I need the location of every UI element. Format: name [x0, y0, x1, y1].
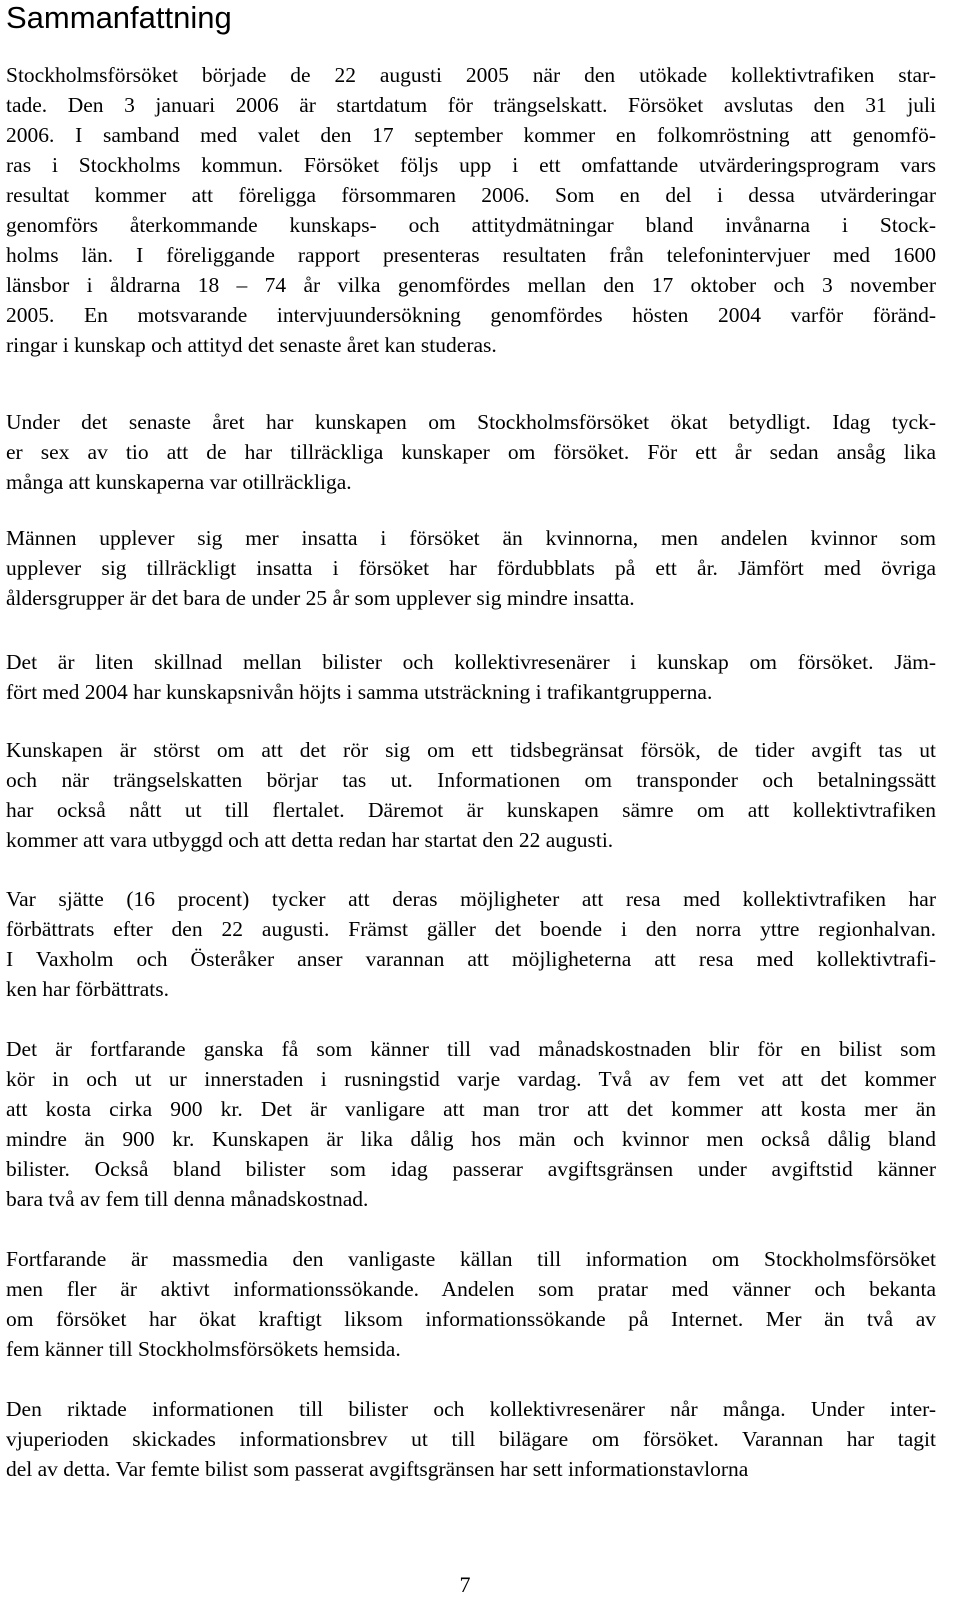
text-line: ken har förbättrats.	[6, 977, 169, 1001]
page-title: Sammanfattning	[6, 0, 232, 35]
text-line: Männen upplever sig mer insatta i försöket än kvinnorna, men andelen kvinnor som	[6, 526, 936, 550]
text-line: fem känner till Stockholmsförsökets hemsida.	[6, 1337, 401, 1361]
text-line: att kosta cirka 900 kr. Det är vanligare att man tror att det kommer att kosta mer än	[6, 1097, 936, 1121]
text-line: har också nått ut till flertalet. Däremot är kunskapen sämre om att kollektivtrafiken	[6, 798, 936, 822]
text-line: tade. Den 3 januari 2006 är startdatum för trängselskatt. Försöket avslutas den 31 juli	[6, 93, 936, 117]
text-line: genomförs återkommande kunskaps- och attitydmätningar bland invånarna i Stock-	[6, 213, 936, 237]
paragraph	[6, 60, 936, 360]
text-line: Stockholmsförsöket började de 22 augusti 2005 när den utökade kollektivtrafiken star-	[6, 63, 936, 87]
text-line: Var sjätte (16 procent) tycker att deras möjligheter att resa med kollektivtrafiken har	[6, 887, 936, 911]
paragraph	[6, 523, 936, 613]
text-line: om försöket har ökat kraftigt liksom informationssökande på Internet. Mer än två av	[6, 1307, 936, 1331]
text-line: kör in och ut ur innerstaden i rusningstid varje vardag. Två av fem vet att det kommer	[6, 1067, 936, 1091]
text-line: mindre än 900 kr. Kunskapen är lika dålig hos män och kvinnor men också dålig bland	[6, 1127, 936, 1151]
paragraph	[6, 1394, 936, 1484]
text-line: Det är fortfarande ganska få som känner till vad månadskostnaden blir för en bilist som	[6, 1037, 936, 1061]
text-line: ringar i kunskap och attityd det senaste året kan studeras.	[6, 333, 497, 357]
paragraph	[6, 735, 936, 855]
text-line: resultat kommer att föreligga försommaren 2006. Som en del i dessa utvärderingar	[6, 183, 936, 207]
page-number: 7	[459, 1572, 471, 1597]
text-line: 2006. I samband med valet den 17 september kommer en folkomröstning att genomfö-	[6, 123, 936, 147]
text-line: Det är liten skillnad mellan bilister och kollektivresenärer i kunskap om försöket. Jäm-	[6, 650, 936, 674]
text-line: kommer att vara utbyggd och att detta redan har startat den 22 augusti.	[6, 828, 614, 852]
text-line: åldersgrupper är det bara de under 25 år som upplever sig mindre insatta.	[6, 586, 635, 610]
text-line: länsbor i åldrarna 18 – 74 år vilka genomfördes mellan den 17 oktober och 3 november	[6, 273, 936, 297]
text-line: bara två av fem till denna månadskostnad.	[6, 1187, 369, 1211]
text-line: upplever sig tillräckligt insatta i försöket har fördubblats på ett år. Jämfört med övriga	[6, 556, 936, 580]
text-line: Kunskapen är störst om att det rör sig om ett tidsbegränsat försök, de tider avgift tas ut	[6, 738, 936, 762]
text-line: förbättrats efter den 22 augusti. Främst gäller det boende i den norra yttre regionhalvan.	[6, 917, 936, 941]
text-line: men fler är aktivt informationssökande. Andelen som pratar med vänner och bekanta	[6, 1277, 936, 1301]
paragraph	[6, 407, 936, 497]
text-line: Den riktade informationen till bilister och kollektivresenärer når många. Under inter-	[6, 1397, 936, 1421]
text-line: Fortfarande är massmedia den vanligaste källan till information om Stockholmsförsöket	[6, 1247, 936, 1271]
text-line: holms län. I föreliggande rapport presenteras resultaten från telefonintervjuer med 1600	[6, 243, 936, 267]
text-line: och när trängselskatten börjar tas ut. Informationen om transponder och betalningssätt	[6, 768, 936, 792]
text-line: 2005. En motsvarande intervjuundersökning genomfördes hösten 2004 varför föränd-	[6, 303, 936, 327]
text-line: bilister. Också bland bilister som idag passerar avgiftsgränsen under avgiftstid känner	[6, 1157, 936, 1181]
text-line: er sex av tio att de har tillräckliga kunskaper om försöket. För ett år sedan ansåg lika	[6, 440, 936, 464]
paragraph	[6, 1034, 936, 1214]
text-line: ras i Stockholms kommun. Försöket följs upp i ett omfattande utvärderingsprogram vars	[6, 153, 936, 177]
paragraph	[6, 647, 936, 707]
text-line: vjuperioden skickades informationsbrev ut till bilägare om försöket. Varannan har tagit	[6, 1427, 936, 1451]
text-line: många att kunskaperna var otillräckliga.	[6, 470, 352, 494]
text-line: I Vaxholm och Österåker anser varannan att möjligheterna att resa med kollektivtrafi-	[6, 947, 936, 971]
paragraph	[6, 884, 936, 1004]
text-line: del av detta. Var femte bilist som passerat avgiftsgränsen har sett informationstavlorna	[6, 1457, 749, 1481]
paragraph	[6, 1244, 936, 1364]
text-line: Under det senaste året har kunskapen om Stockholmsförsöket ökat betydligt. Idag tyck-	[6, 410, 936, 434]
text-line: fört med 2004 har kunskapsnivån höjts i samma utsträckning i trafikantgrupperna.	[6, 680, 713, 704]
